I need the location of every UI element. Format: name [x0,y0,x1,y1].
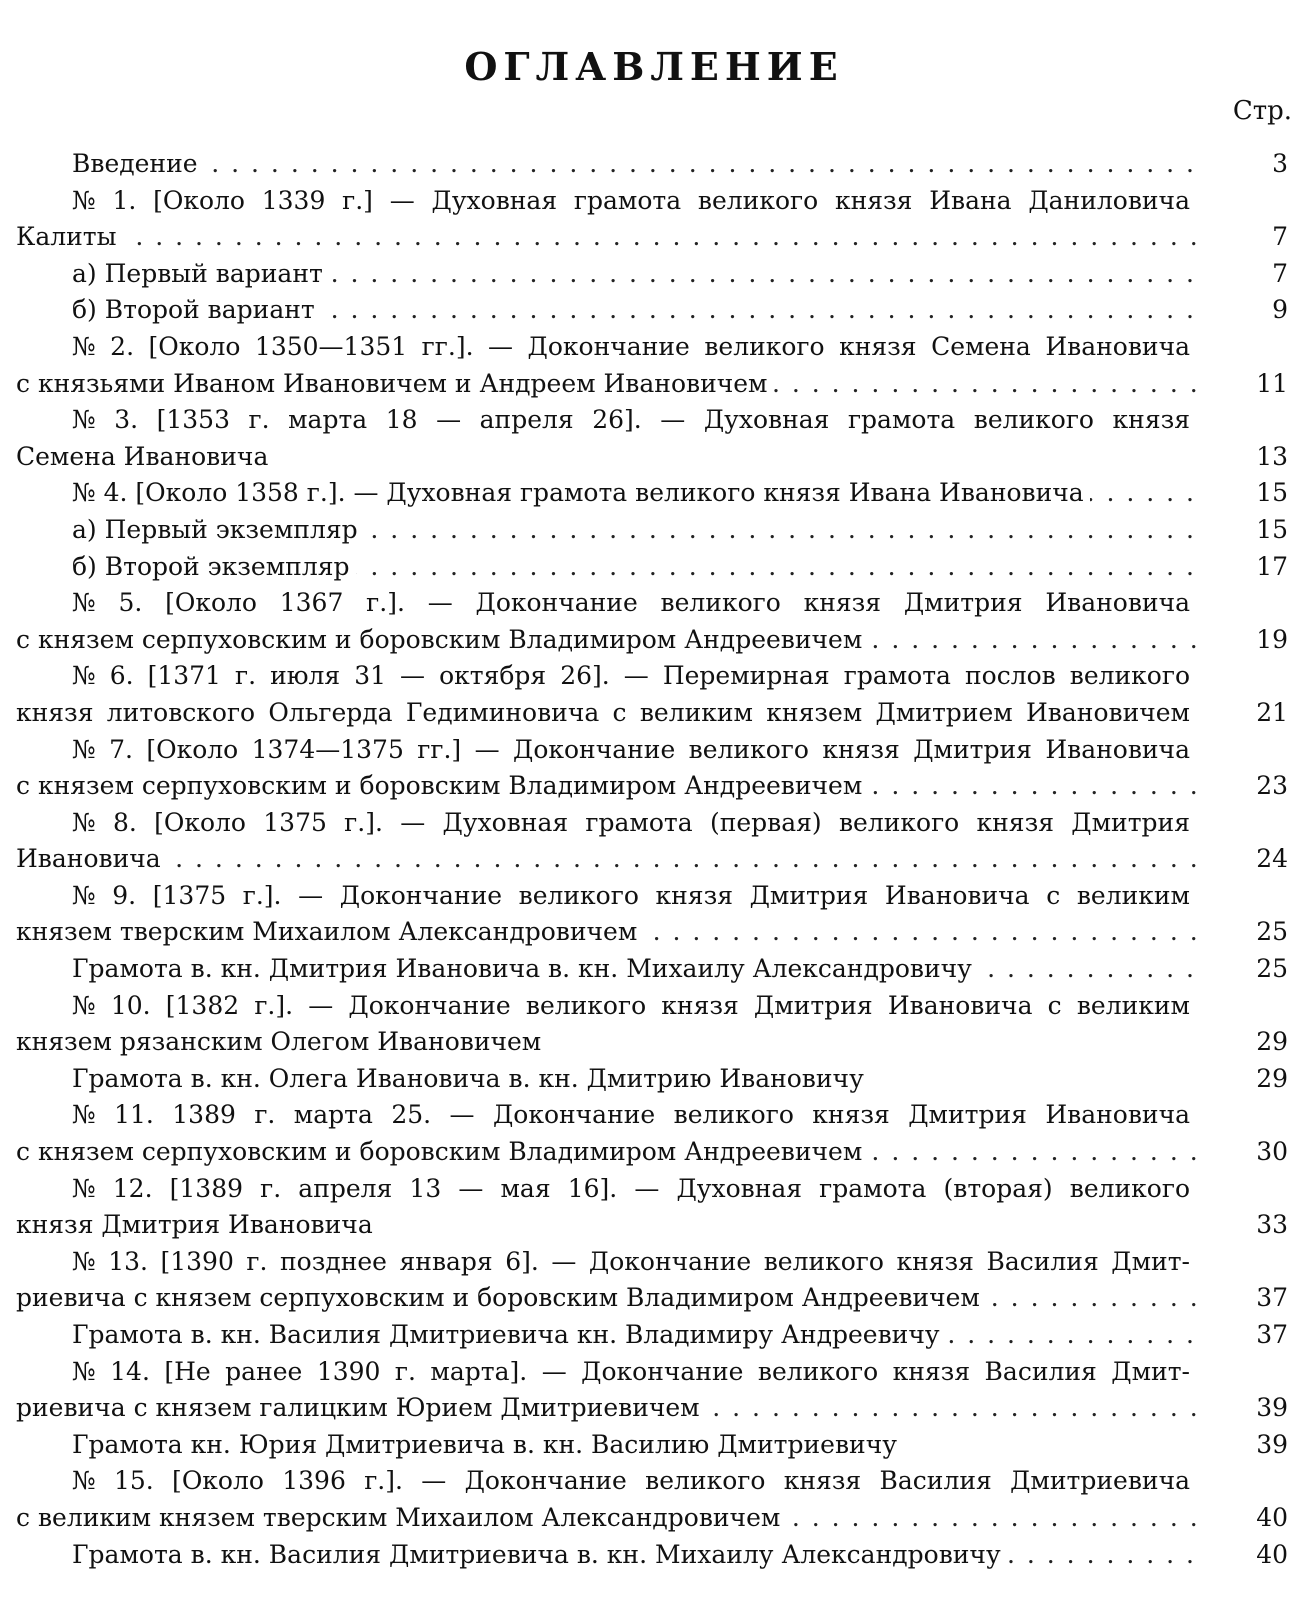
toc-entry-text-wrap [16,658,1196,695]
toc-entry-page-number: 7 [1272,222,1288,252]
toc-entry [16,256,1298,293]
toc-entry [16,951,1298,988]
toc-entry-page-number: 37 [1256,1320,1288,1349]
toc-entry-text-wrap [16,988,1196,1025]
toc-entry [16,585,1298,622]
toc-entry [16,1354,1298,1391]
toc-entry-page-number: 40 [1256,1539,1288,1569]
toc-entry [16,622,1298,659]
toc-entry-text-wrap [16,768,1196,805]
toc-entry-text-wrap [16,1537,1196,1574]
toc-entry [16,1317,1298,1354]
toc-entry-text-wrap [16,439,1196,476]
toc-entry-title: с князем серпуховским и боровским Владимиром Андреевичем [16,625,868,654]
toc-entry-page-number: 15 [1256,514,1288,544]
toc-entry-title: с князем серпуховским и боровским Владимиром Андреевичем [16,771,868,800]
toc-entry-text-wrap [16,1500,1196,1537]
toc-entry [16,475,1298,512]
toc-entry-page-number: 30 [1256,1137,1288,1167]
toc-entry [16,292,1298,329]
toc-entry-title: № 8. [Около 1375 г.]. — Духовная грамота (первая) великого князя Дмитрия [72,808,1196,837]
toc-entry [16,1280,1298,1317]
toc-entry-title: а) Первый экземпляр [72,515,364,544]
toc-entry-title: № 13. [1390 г. позднее января 6]. — Докончание великого князя Василия Дмит- [72,1247,1196,1276]
toc-entry-text-wrap [16,146,1196,183]
toc-entry-title: с князем серпуховским и боровским Владимиром Андреевичем [16,1137,868,1166]
toc-entry-title: № 2. [Около 1350—1351 гг.]. — Докончание великого князя Семена Ивановича [72,332,1196,361]
toc-entry-page-number: 33 [1256,1210,1288,1240]
toc-entry-text-wrap [16,805,1196,842]
toc-entry-title: № 6. [1371 г. июля 31 — октября 26]. — Перемирная грамота послов великого [72,661,1196,690]
toc-entry-text-wrap [16,914,1196,951]
toc-entry [16,988,1298,1025]
toc-entry-title: Семена Ивановича [16,442,274,471]
toc-entry-text-wrap [16,292,1196,329]
toc-entry-page-number: 39 [1256,1429,1288,1459]
toc-entry-page-number: 19 [1256,624,1288,654]
toc-entry-page-number: 40 [1256,1502,1288,1532]
toc-entry-text-wrap [16,1427,1196,1464]
toc-entry-title: б) Второй вариант [72,295,321,324]
toc-entry-text-wrap [16,1024,1196,1061]
toc-entry-title: б) Второй экземпляр [72,552,356,581]
toc-entry-title: князя Дмитрия Ивановича [16,1210,379,1239]
toc-entry-text-wrap [16,1317,1196,1354]
toc-entry-text-wrap [16,1280,1196,1317]
toc-entry-title: № 1. [Около 1339 г.] — Духовная грамота великого князя Ивана Даниловича [72,186,1196,215]
toc-entry-text-wrap [16,402,1196,439]
toc-entry-title: Грамота в. кн. Дмитрия Ивановича в. кн. Михаилу Александровичу [72,954,978,983]
toc-entry [16,183,1298,220]
toc-entry-page-number: 21 [1256,697,1288,727]
toc-entry-text-wrap [16,1244,1196,1281]
toc-entry [16,914,1298,951]
toc-entry-title: № 9. [1375 г.]. — Докончание великого князя Дмитрия Ивановича с великим [72,881,1196,910]
toc-entry-text-wrap [16,622,1196,659]
toc-entry-page-number: 23 [1256,771,1288,801]
toc-entry-title: риевича с князем галицким Юрием Дмитриевичем [16,1393,706,1422]
toc-entry [16,1024,1298,1061]
toc-entry-text-wrap [16,585,1196,622]
toc-entry [16,805,1298,842]
toc-entry-text-wrap [16,475,1196,512]
toc-entry-text-wrap [16,951,1196,988]
toc-entry-text-wrap [16,1390,1196,1427]
toc-entry-page-number: 29 [1256,1027,1288,1057]
toc-entry [16,1207,1298,1244]
toc-entry [16,329,1298,366]
page-title: ОГЛАВЛЕНИЕ [464,44,844,89]
toc-entry-title: Грамота в. кн. Олега Ивановича в. кн. Дмитрию Ивановичу [72,1064,870,1093]
toc-entry-text-wrap [16,1354,1196,1391]
toc-entry-title: Ивановича [16,844,167,873]
toc-entry [16,768,1298,805]
toc-entry-text-wrap [16,1463,1196,1500]
toc-entry-text-wrap [16,1097,1196,1134]
toc-entry-text-wrap [16,256,1196,293]
toc-entry [16,658,1298,695]
toc-entry-page-number: 25 [1256,917,1288,947]
toc-entry-title: князем рязанским Олегом Ивановичем [16,1027,547,1056]
toc-entry-page-number: 25 [1256,954,1288,984]
toc-entry-page-number: 3 [1272,149,1288,178]
toc-entry-text-wrap [16,1134,1196,1171]
toc-entry [16,366,1298,403]
toc-entry-title: № 14. [Не ранее 1390 г. марта]. — Докончание великого князя Василия Дмит- [72,1357,1196,1386]
toc-entry-title: Грамота в. кн. Василия Дмитриевича в. кн. Михаилу Александровичу [72,1540,1007,1569]
toc-entry-title: Грамота в. кн. Василия Дмитриевича кн. Владимиру Андреевичу [72,1320,946,1349]
toc-entry-text-wrap [16,183,1196,220]
toc-entry-text-wrap [16,1207,1196,1244]
toc-entry-title: № 11. 1389 г. марта 25. — Докончание великого князя Дмитрия Ивановича [72,1100,1196,1129]
toc-entry [16,732,1298,769]
toc-entry-page-number: 37 [1256,1283,1288,1313]
toc-entry-title: № 3. [1353 г. марта 18 — апреля 26]. — Духовная грамота великого князя [72,405,1196,434]
table-of-contents [16,146,1298,1573]
toc-entry-title: № 7. [Около 1374—1375 гг.] — Докончание великого князя Дмитрия Ивановича [72,735,1196,764]
toc-entry [16,1171,1298,1208]
toc-entry-title: № 10. [1382 г.]. — Докончание великого князя Дмитрия Ивановича с великим [72,991,1196,1020]
toc-entry-title: князя литовского Ольгерда Гедиминовича с великим князем Дмитрием Ивановичем [16,698,1196,727]
toc-entry-page-number: 24 [1256,844,1288,874]
toc-entry-text-wrap [16,366,1196,403]
toc-entry-title: с князьями Иваном Ивановичем и Андреем Ивановичем [16,369,774,398]
toc-entry-text-wrap [16,878,1196,915]
toc-entry-page-number: 11 [1256,368,1288,398]
toc-entry-title: № 5. [Около 1367 г.]. — Докончание великого князя Дмитрия Ивановича [72,588,1196,617]
toc-entry [16,1390,1298,1427]
page-column-label: Стр. [1232,96,1292,126]
toc-entry [16,439,1298,476]
toc-entry [16,1537,1298,1574]
toc-entry [16,1500,1298,1537]
toc-entry-page-number: 13 [1256,441,1288,471]
toc-entry-text-wrap [16,1061,1196,1098]
toc-entry-title: Калиты [16,222,123,251]
toc-entry-title: риевича с князем серпуховским и боровским Владимиром Андреевичем [16,1283,986,1312]
toc-entry-text-wrap [16,219,1196,256]
toc-entry [16,549,1298,586]
toc-entry-title: князем тверским Михаилом Александровичем [16,917,643,946]
toc-entry-title: а) Первый вариант [72,259,329,288]
toc-entry-text-wrap [16,695,1196,732]
toc-entry-page-number: 39 [1256,1393,1288,1423]
toc-entry-title: № 4. [Около 1358 г.]. — Духовная грамота великого князя Ивана Ивановича [72,478,1090,507]
toc-entry [16,1463,1298,1500]
toc-entry [16,878,1298,915]
toc-entry-text-wrap [16,841,1196,878]
toc-entry [16,402,1298,439]
toc-entry-text-wrap [16,329,1196,366]
toc-entry [16,1061,1298,1098]
toc-entry [16,512,1298,549]
toc-entry [16,1427,1298,1464]
toc-entry [16,695,1298,732]
toc-entry [16,1134,1298,1171]
toc-entry-title: № 15. [Около 1396 г.]. — Докончание великого князя Василия Дмитриевича [72,1466,1196,1495]
toc-entry-page-number: 17 [1256,551,1288,581]
toc-entry-text-wrap [16,732,1196,769]
toc-entry-text-wrap [16,549,1196,586]
toc-entry-page-number: 15 [1256,478,1288,508]
toc-entry-page-number: 9 [1272,295,1288,325]
toc-entry-text-wrap [16,1171,1196,1208]
toc-entry [16,841,1298,878]
toc-entry-title: Грамота кн. Юрия Дмитриевича в. кн. Василию Дмитриевичу [72,1430,903,1459]
toc-entry [16,219,1298,256]
toc-entry-title: Введение [72,149,204,178]
toc-entry [16,1097,1298,1134]
toc-entry-page-number: 29 [1256,1063,1288,1093]
toc-entry-page-number: 7 [1272,258,1288,288]
toc-entry-title: № 12. [1389 г. апреля 13 — мая 16]. — Духовная грамота (вторая) великого [72,1174,1196,1203]
toc-entry [16,1244,1298,1281]
toc-entry-title: с великим князем тверским Михаилом Александровичем [16,1503,786,1532]
toc-entry [16,146,1298,183]
toc-entry-text-wrap [16,512,1196,549]
